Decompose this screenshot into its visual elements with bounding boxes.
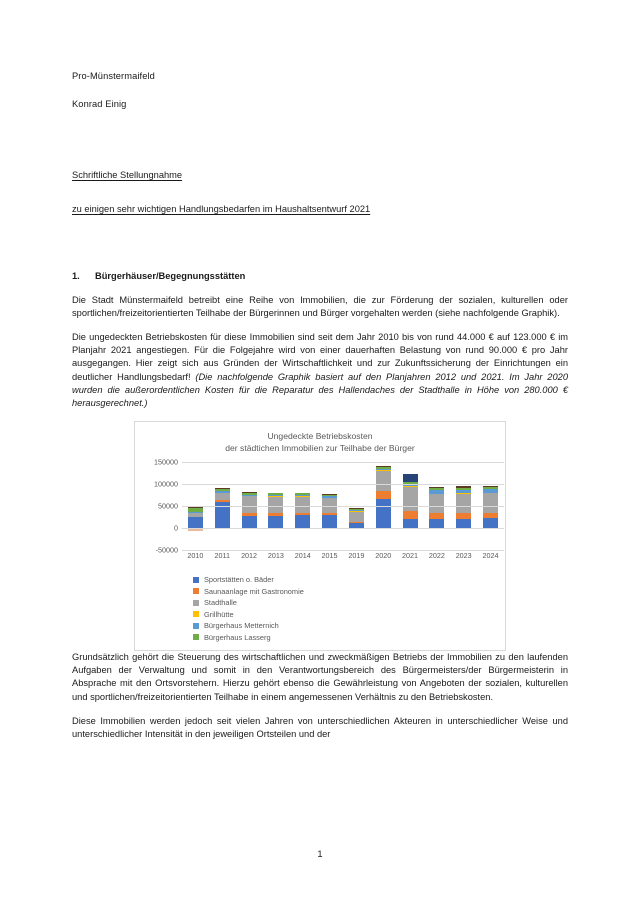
chart-x-tick: 2012 (241, 551, 258, 561)
chart-bar (268, 492, 283, 528)
chart-bar (215, 488, 230, 528)
chart-legend (193, 574, 473, 643)
spacer (72, 129, 568, 165)
chart-title-line1: Ungedeckte Betriebskosten (267, 431, 373, 442)
chart-bar-segment (429, 494, 444, 513)
chart-bar-segment (242, 516, 257, 528)
chart-plot (182, 462, 504, 550)
chart-x-tick: 2022 (428, 551, 445, 561)
chart-bar (403, 474, 418, 529)
chart-bar (456, 486, 471, 528)
chart-plot-area (135, 457, 507, 555)
chart-bar (295, 492, 310, 528)
chart-bar-segment (429, 519, 444, 528)
chart-bar-segment (376, 491, 391, 499)
document-title-line2: zu einigen sehr wichtigen Handlungsbedarfen im Haushaltsentwurf 2021 (72, 203, 371, 214)
legend-swatch-icon (193, 577, 199, 583)
chart-gridline (182, 506, 504, 507)
chart-x-tick: 2013 (267, 551, 284, 561)
chart-legend-item[interactable] (193, 620, 473, 632)
chart-bar-segment (376, 471, 391, 491)
chart-legend-item[interactable] (193, 597, 473, 609)
spacer (72, 233, 568, 271)
paragraph-1: Die Stadt Münstermaifeld betreibt eine Reihe von Immobilien, die zur Förderung der sozialen, kulturellen oder sportlichen/freizeitorientierten Teilhabe der Bürgerinnen und Bürger vorgehalten werden (siehe nachfolgende Graphik). (72, 294, 568, 318)
chart-legend-label: Bürgerhaus Metternich (204, 621, 279, 631)
legend-swatch-icon (193, 600, 199, 606)
chart-bar-segment (295, 497, 310, 513)
chart-bar (188, 507, 203, 528)
chart-x-tick: 2010 (187, 551, 204, 561)
legend-swatch-icon (193, 634, 199, 640)
chart-y-axis (135, 457, 181, 555)
chart-x-tick: 2020 (375, 551, 392, 561)
chart-bar (376, 466, 391, 528)
chart-x-tick: 2023 (455, 551, 472, 561)
section-heading-text: Bürgerhäuser/Begegnungsstätten (95, 270, 246, 281)
chart-title-line2: der städtichen Immobilien zur Teilhabe der Bürger (225, 442, 415, 453)
chart-bar-segment (268, 516, 283, 528)
chart-bar-segment (403, 511, 418, 519)
chart-gridline (182, 484, 504, 485)
chart-legend-item[interactable] (193, 609, 473, 621)
paragraph-3: Grundsätzlich gehört die Steuerung des wirtschaftlichen und zweckmäßigen Betriebs der Immobilien zu den laufenden Aufgaben der Verwaltung und somit in den Verantwortungsbereich des Bürgermeisters/der Bürgermeisterin in Absprache mit den Ortsvorstehern. Hierzu gehört ebenso die Gewährleistung von Angeboten der sozialen, kulturellen und sportlichen/freizeitorientierten Teilhabe in einem angemessenen Verhältnis zu den Betriebskosten. (72, 652, 568, 702)
chart-x-tick: 2011 (214, 551, 230, 561)
chart-x-tick: 2024 (482, 551, 499, 561)
chart-bar-segment (456, 519, 471, 528)
chart-legend-item[interactable] (193, 574, 473, 586)
chart-legend-label: Bürgerhaus Lasserg (204, 632, 271, 642)
chart-x-axis (182, 551, 504, 560)
chart-y-tick: 50000 (158, 501, 178, 511)
chart-bar-segment (322, 515, 337, 528)
sender-organization: Pro-Münstermaifeld (72, 71, 155, 81)
chart-bar (429, 487, 444, 528)
page-number: 1 (317, 849, 323, 859)
legend-swatch-icon (193, 623, 199, 629)
chart-y-tick: -50000 (155, 545, 178, 555)
chart-gridline (182, 528, 504, 529)
paragraph-2 (72, 331, 568, 410)
paragraph-4: Diese Immobilien werden jedoch seit vielen Jahren von unterschiedlichen Akteuren in unterschiedlicher Weise und unterschiedlicher Intensität in den jeweiligen Ortsteilen und der (72, 715, 568, 740)
paragraph-2-normal: Die ungedeckten Betriebskosten für diese Immobilien sind seit dem Jahr 2010 bis von rund 44.000 € auf 123.000 € im Planjahr 2021 angestiegen. Für die Folgejahre wird von einer dauerhaften Belastung von rund 90.000 € pro Jahr ausgegangen. Hier zeigt sich aus Gründen der Wirtschaftlichkeit und zur Zukunftssicherung der Einrichtungen ein deutlicher Handlungsbedarf! (72, 331, 568, 382)
chart-bar-segment (349, 512, 364, 522)
chart-bar-segment (456, 494, 471, 513)
chart-container (134, 421, 506, 651)
legend-swatch-icon (193, 588, 199, 594)
chart-bar-segment (268, 497, 283, 513)
paragraph-2-italic: (Die nachfolgende Graphik basiert auf den Planjahren 2012 und 2021. Im Jahr 2020 wurden die außerordentlichen Kosten für die Reparatur des Hallendaches der Stadthalle in Höhe von 280.000 € herausgerechnet.) (72, 371, 568, 408)
chart-bar (322, 494, 337, 528)
chart-legend-label: Saunaanlage mit Gastronomie (204, 586, 304, 596)
chart-bar (242, 492, 257, 528)
chart-bar-segment (242, 496, 257, 513)
section-number: 1. (72, 270, 80, 281)
chart-bar-segment (483, 518, 498, 528)
sender-author: Konrad Einig (72, 99, 127, 110)
document-subtitle-block (72, 199, 568, 233)
chart-x-tick: 2019 (348, 551, 365, 561)
section-heading (72, 271, 568, 281)
legend-swatch-icon (193, 611, 199, 617)
chart-bar (349, 508, 364, 528)
chart-legend-item[interactable] (193, 586, 473, 598)
chart-bar-segment (483, 493, 498, 512)
chart-legend-label: Stadthalle (204, 598, 237, 608)
chart-x-tick: 2021 (402, 551, 419, 561)
chart-legend-label: Sportstätten o. Bäder (204, 575, 274, 585)
document-title-line1: Schriftliche Stellungnahme (72, 169, 183, 180)
chart-x-tick: 2015 (321, 551, 338, 561)
chart-legend-item[interactable] (193, 632, 473, 644)
chart-bar-segment (295, 515, 310, 528)
chart-legend-label: Grillhütte (204, 609, 234, 619)
document-title-block (72, 165, 568, 199)
chart-bar-segment (403, 519, 418, 528)
chart-y-tick: 150000 (154, 457, 178, 467)
chart-bar-segment (403, 474, 418, 482)
chart-y-tick: 100000 (154, 479, 178, 489)
chart-bar-segment (188, 517, 203, 528)
chart-y-tick: 0 (174, 523, 178, 533)
chart-title (135, 422, 505, 454)
chart-bar-segment (376, 499, 391, 528)
chart-gridline (182, 462, 504, 463)
chart-x-tick: 2014 (294, 551, 311, 561)
